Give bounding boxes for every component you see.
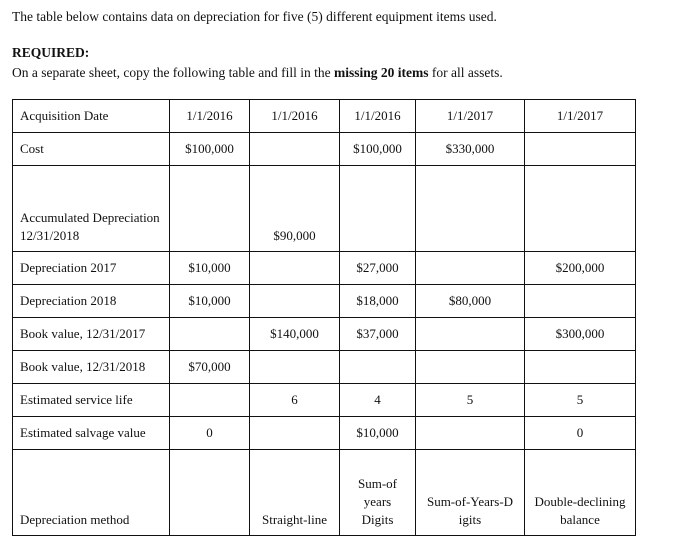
- table-cell-text: 0: [576, 425, 584, 440]
- row-label-text: Estimated salvage value: [20, 425, 146, 440]
- row-label-text: Estimated service life: [20, 392, 133, 407]
- table-cell-text: $100,000: [185, 141, 234, 156]
- table-cell: [340, 450, 416, 536]
- table-cell: [525, 285, 636, 318]
- table-cell-text: $10,000: [188, 293, 231, 308]
- table-cell-text: $90,000: [273, 228, 316, 243]
- instruction-text: [12, 65, 503, 81]
- row-label: [13, 166, 170, 252]
- table-cell-text: 0: [206, 425, 213, 440]
- table-cell: [416, 450, 525, 536]
- table-cell: [250, 384, 340, 417]
- row-label-text: Acquisition Date: [20, 108, 109, 123]
- table-cell-text: $27,000: [356, 260, 399, 275]
- table-row: [13, 166, 636, 252]
- table-cell-text: $80,000: [448, 293, 492, 308]
- table-cell-text: $37,000: [356, 326, 399, 341]
- table-cell: [416, 417, 525, 450]
- table-cell: [170, 285, 250, 318]
- table-cell: [340, 384, 416, 417]
- table-cell: [170, 133, 250, 166]
- table-row: [13, 285, 636, 318]
- intro-text: The table below contains data on depreciation for five (5) different equipment items used.: [12, 9, 497, 24]
- table-cell-text: 5: [466, 392, 474, 407]
- table-cell-text: $70,000: [188, 359, 231, 374]
- table-cell: [340, 318, 416, 351]
- row-label: [13, 252, 170, 285]
- table-cell: [340, 252, 416, 285]
- row-label: [13, 384, 170, 417]
- required-heading: REQUIRED:: [12, 45, 90, 60]
- row-label: [13, 450, 170, 536]
- table-cell-text: $300,000: [555, 326, 605, 341]
- row-label: [13, 100, 170, 133]
- row-label-text: Book value, 12/31/2017: [20, 326, 146, 341]
- instruction-bold: missing 20 items: [334, 65, 429, 80]
- table-cell-text: 1/1/2016: [271, 108, 318, 123]
- row-label-text: Depreciation method: [20, 512, 130, 527]
- table-cell: [416, 318, 525, 351]
- row-label: [13, 351, 170, 384]
- table-cell: [525, 417, 636, 450]
- row-label-text: Cost: [20, 141, 44, 156]
- table-cell-text: $10,000: [188, 260, 231, 275]
- table-row: [13, 351, 636, 384]
- table-cell: [170, 417, 250, 450]
- table-cell: [250, 450, 340, 536]
- table-cell: [250, 166, 340, 252]
- table-cell-text: 6: [291, 392, 298, 407]
- instruction-after: for all assets.: [428, 65, 503, 80]
- table-cell-text: 4: [374, 392, 381, 407]
- row-label-text: Depreciation 2018: [20, 293, 117, 308]
- table-cell: [250, 318, 340, 351]
- table-cell-text: $100,000: [353, 141, 402, 156]
- table-cell: [416, 166, 525, 252]
- table-cell: [170, 252, 250, 285]
- table-cell: [525, 318, 636, 351]
- table-cell: [416, 285, 525, 318]
- table-cell-text: 1/1/2017: [446, 108, 494, 123]
- table-cell-text: Double-declining balance: [534, 494, 626, 527]
- table-cell-text: Sum-of years Digits: [358, 476, 397, 527]
- table-cell: [525, 133, 636, 166]
- table-row: [13, 417, 636, 450]
- row-label: [13, 133, 170, 166]
- row-label-text: Depreciation 2017: [20, 260, 117, 275]
- table-cell-text: 1/1/2017: [556, 108, 604, 123]
- table-cell: [525, 252, 636, 285]
- table-cell: [416, 351, 525, 384]
- instruction-before: On a separate sheet, copy the following table and fill in the: [12, 65, 335, 80]
- table-cell: [250, 351, 340, 384]
- table-cell: [250, 252, 340, 285]
- table-cell: [416, 384, 525, 417]
- table-cell-text: $200,000: [555, 260, 605, 275]
- table-cell-text: $330,000: [445, 141, 495, 156]
- row-label-text: Accumulated Depreciation 12/31/2018: [20, 210, 160, 243]
- table-cell: [525, 450, 636, 536]
- row-label: [13, 285, 170, 318]
- table-cell: [416, 252, 525, 285]
- depreciation-table: [12, 99, 636, 536]
- table-cell: [416, 100, 525, 133]
- table-cell: [416, 133, 525, 166]
- table-cell-text: 1/1/2016: [354, 108, 401, 123]
- table-cell: [340, 285, 416, 318]
- table-cell: [525, 100, 636, 133]
- table-row: [13, 384, 636, 417]
- table-cell: [170, 384, 250, 417]
- table-cell-text: 1/1/2016: [186, 108, 233, 123]
- table-cell: [340, 133, 416, 166]
- table-row: [13, 252, 636, 285]
- table-cell-text: $140,000: [270, 326, 319, 341]
- table-row: [13, 450, 636, 536]
- table-cell: [525, 384, 636, 417]
- table-row: [13, 100, 636, 133]
- table-cell: [170, 100, 250, 133]
- table-cell: [250, 285, 340, 318]
- table-cell: [340, 166, 416, 252]
- table-cell: [250, 100, 340, 133]
- table-cell: [525, 166, 636, 252]
- table-cell: [340, 351, 416, 384]
- table-cell-text: Sum-of-Years-D igits: [426, 494, 514, 527]
- table-cell-text: Straight-line: [262, 512, 327, 527]
- table-cell-text: 5: [576, 392, 584, 407]
- table-cell: [250, 417, 340, 450]
- table-cell: [170, 166, 250, 252]
- table-row: [13, 318, 636, 351]
- table-cell-text: $18,000: [356, 293, 399, 308]
- table-cell: [525, 351, 636, 384]
- table-cell: [170, 318, 250, 351]
- table-cell-text: $10,000: [356, 425, 399, 440]
- row-label: [13, 318, 170, 351]
- table-cell: [340, 417, 416, 450]
- table-cell: [170, 450, 250, 536]
- table-cell: [170, 351, 250, 384]
- row-label-text: Book value, 12/31/2018: [20, 359, 146, 374]
- row-label: [13, 417, 170, 450]
- table-cell: [250, 133, 340, 166]
- table-row: [13, 133, 636, 166]
- table-body: [13, 100, 636, 536]
- table-cell: [340, 100, 416, 133]
